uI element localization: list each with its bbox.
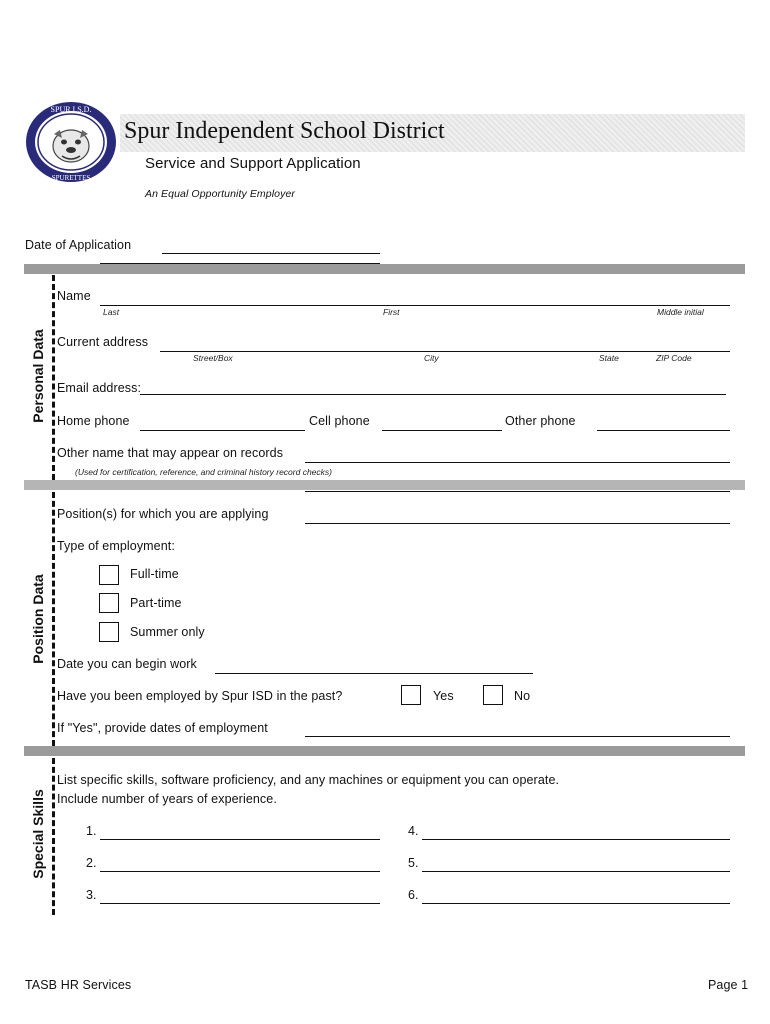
yes-label: Yes [433,689,454,703]
address-state-caption: State [599,353,619,363]
page-number: Page 1 [708,978,749,992]
skill-number-3: 3. [86,888,97,902]
other-name-field-2[interactable] [305,491,730,492]
skills-instruction-1: List specific skills, software proficiency, and any machines or equipment you can operate. [57,773,560,787]
svg-text:SPUR I.S.D.: SPUR I.S.D. [50,105,92,114]
name-label: Name [57,289,91,303]
name-first-caption: First [383,307,400,317]
skill-field-2[interactable] [100,871,380,872]
date-of-application-label: Date of Application [25,238,132,252]
other-name-field[interactable] [305,462,730,463]
position-data-section-label: Position Data [30,574,46,664]
email-field[interactable] [140,394,726,395]
name-field[interactable] [100,305,730,306]
address-street-caption: Street/Box [193,353,233,363]
summer-only-label: Summer only [130,625,205,639]
equal-opportunity-tagline: An Equal Opportunity Employer [145,188,295,200]
position-section-rule [52,492,55,746]
home-phone-field[interactable] [140,430,305,431]
cell-phone-label: Cell phone [309,414,370,428]
address-label: Current address [57,335,149,349]
summer-only-checkbox[interactable] [99,622,119,642]
no-label: No [514,689,531,703]
skill-number-1: 1. [86,824,97,838]
skill-field-5[interactable] [422,871,730,872]
employment-dates-field[interactable] [305,736,730,737]
positions-label: Position(s) for which you are applying [57,507,269,521]
skill-field-3[interactable] [100,903,380,904]
skill-number-5: 5. [408,856,419,870]
name-last-caption: Last [103,307,120,317]
skill-field-1[interactable] [100,839,380,840]
other-name-label: Other name that may appear on records [57,446,284,460]
positions-field[interactable] [305,523,730,524]
section-divider-middle [24,480,745,490]
section-divider-top [24,264,745,274]
skill-field-6[interactable] [422,903,730,904]
svg-text:SPURETTES: SPURETTES [51,174,91,182]
part-time-label: Part-time [130,596,182,610]
skill-number-6: 6. [408,888,419,902]
address-city-caption: City [424,353,439,363]
begin-date-label: Date you can begin work [57,657,197,671]
address-field[interactable] [160,351,730,352]
full-time-label: Full-time [130,567,179,581]
employed-question: Have you been employed by Spur ISD in the past? [57,689,343,703]
address-zip-caption: ZIP Code [656,353,692,363]
personal-data-section-label: Personal Data [30,329,46,423]
special-skills-section-label: Special Skills [30,789,46,879]
section-divider-bottom [24,746,745,756]
skills-instruction-2: Include number of years of experience. [57,792,277,806]
cell-phone-field[interactable] [382,430,502,431]
footer-left: TASB HR Services [25,978,132,992]
page-title: Spur Independent School District [124,118,445,144]
date-of-application-field[interactable] [162,253,380,254]
other-phone-field[interactable] [597,430,730,431]
other-name-note: (Used for certification, reference, and criminal history record checks) [75,467,332,477]
home-phone-label: Home phone [57,414,130,428]
page-subtitle: Service and Support Application [145,155,361,172]
employment-dates-label: If "Yes", provide dates of employment [57,721,268,735]
skill-number-2: 2. [86,856,97,870]
district-seal-logo [24,100,118,184]
employment-type-label: Type of employment: [57,539,175,553]
skill-field-4[interactable] [422,839,730,840]
begin-date-field[interactable] [215,673,533,674]
skill-number-4: 4. [408,824,419,838]
skills-section-rule [52,758,55,915]
part-time-checkbox[interactable] [99,593,119,613]
personal-section-rule [52,275,55,480]
email-label: Email address: [57,381,142,395]
yes-checkbox[interactable] [401,685,421,705]
name-middle-caption: Middle initial [657,307,704,317]
full-time-checkbox[interactable] [99,565,119,585]
other-phone-label: Other phone [505,414,576,428]
no-checkbox[interactable] [483,685,503,705]
